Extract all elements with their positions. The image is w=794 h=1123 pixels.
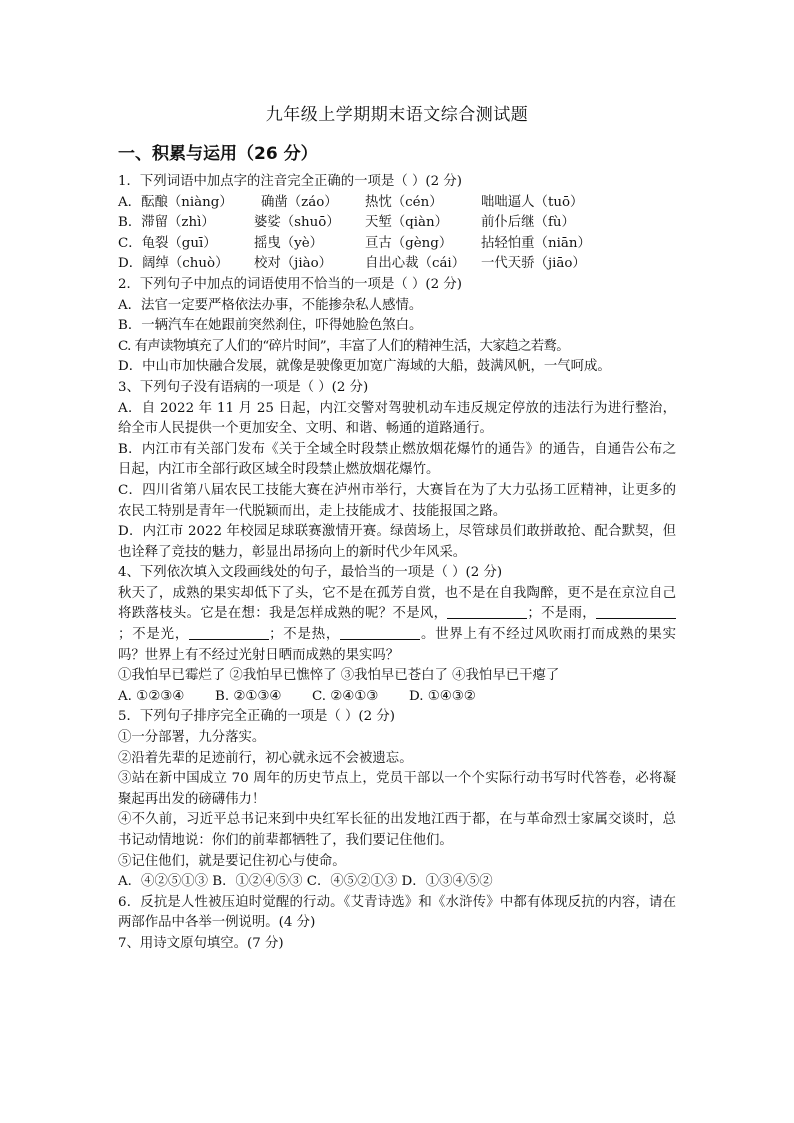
question-2-stem: 2．下列句子中加点的词语使用不恰当的一项是（ ）(2 分): [118, 276, 462, 292]
question-3-option-b: B．内江市有关部门发布《关于全域全时段禁止燃放烟花爆竹的通告》的通告，自通告公布之日起，内江市全部行政区域全时段禁止燃放烟花爆竹。: [118, 441, 676, 478]
question-5-sentence-5: ⑤记住他们，就是要记住初心与使命。: [118, 853, 346, 869]
passage-text: ；不是光，: [118, 627, 190, 643]
option-term: 自出心裁（cái）: [365, 256, 466, 272]
question-1-stem: 1．下列词语中加点字的注音完全正确的一项是（ ）(2 分): [118, 174, 462, 189]
question-4-options: [118, 687, 676, 708]
option-term: 热忱（cén）: [365, 194, 443, 210]
question-4-stem: 4、下列依次填入文段画线处的句子，最恰当的一项是（ ）(2 分): [118, 565, 503, 581]
fill-blank[interactable]: [189, 625, 269, 640]
passage-text: 。世界上有不经过风吹雨打而成熟的果实吗？世界上有不经过光射日晒而成熟的果实吗？: [118, 627, 677, 663]
fill-blank[interactable]: [596, 604, 676, 619]
question-5-sentence-4: ④不久前，习近平总书记来到中央红军长征的出发地江西于都，在与革命烈士家属交谈时，总书记动情地说：你们的前辈都牺牲了，我们要记住他们。: [118, 812, 676, 848]
option-choice: C. ②④①③: [312, 688, 379, 704]
question-3-stem: 3、下列句子没有语病的一项是（ ）(2 分): [118, 379, 369, 395]
option-term: 确凿（záo）: [261, 194, 338, 210]
question-2-option-d: D．中山市加快融合发展，就像是驶像更加宽广海域的大船，鼓满风帆，一气呵成。: [118, 359, 611, 375]
option-term: 前仆后继（fù）: [481, 215, 575, 231]
question-5-options: A．④②⑤①③ B．①②④⑤③ C．④⑤②①③ D．①③④⑤②: [118, 874, 493, 890]
passage-text: ；不是雨，: [527, 606, 597, 622]
question-2-option-c: C. 有声读物填充了人们的“碎片时间”，丰富了人们的精神生活，大家趋之若鹜。: [118, 338, 570, 354]
question-5-stem: 5．下列句子排序完全正确的一项是（ ）(2 分): [118, 709, 396, 725]
question-7-stem: 7、用诗文原句填空。(7 分): [118, 935, 284, 951]
option-term: A．酝酿（niàng）: [118, 194, 233, 210]
question-2-option-a: A．法官一定要严格依法办事，不能掺杂私人感情。: [118, 297, 423, 313]
option-choice: A. ①②③④: [118, 688, 185, 704]
question-1-option-b: [118, 213, 676, 234]
option-term: 亘古（gèng）: [365, 235, 453, 251]
question-4-passage: [118, 584, 676, 666]
option-term: 拈轻怕重（niān）: [481, 235, 591, 251]
fill-blank[interactable]: [340, 625, 420, 640]
question-3-option-d: D．内江市 2022 年校园足球联赛激情开赛。绿茵场上，尽管球员们敢拼敢抢、配合默契，但也诠释了竞技的魅力，彰显出昂扬向上的新时代少年风采。: [118, 524, 676, 560]
passage-text: 秋天了，成熟的果实却低下了头，它不是在孤芳自赏，也不是在自我陶醉，更不是在京泣自己将跌落枝头。它是在想：我是怎样成熟的呢？不是风，: [118, 585, 676, 622]
exam-page: [118, 100, 676, 955]
page-title: 九年级上学期期末语文综合测试题: [265, 105, 529, 125]
section-heading: 一、积累与运用（26 分）: [118, 144, 318, 164]
option-choice: D. ①④③②: [409, 688, 476, 704]
question-1-option-c: [118, 234, 676, 255]
option-term: C．龟裂（guī）: [118, 235, 217, 251]
question-5-sentence-2: ②沿着先辈的足迹前行，初心就永远不会被遗忘。: [118, 750, 413, 766]
question-6-stem: 6．反抗是人性被压迫时觉醒的行动。《艾青诗选》和《水浒传》中都有体现反抗的内容，请在两部作品中各举一例说明。(4 分): [118, 894, 676, 931]
question-1-option-d: [118, 254, 676, 275]
question-2-option-b: B．一辆汽车在她跟前突然刹住，吓得她脸色煞白。: [118, 318, 423, 334]
option-choice: B. ②①③④: [215, 688, 282, 704]
question-5-sentence-1: ①一分部署，九分落实。: [118, 730, 266, 746]
option-term: 摇曳（yè）: [254, 235, 324, 251]
question-1-option-a: [118, 193, 676, 214]
option-term: B．滞留（zhì）: [118, 215, 215, 231]
option-term: 婆娑（shuō）: [254, 215, 340, 231]
option-term: 校对（jiào）: [254, 256, 333, 272]
option-term: 天堑（qiàn）: [365, 215, 449, 231]
question-3-option-c: C．四川省第八届农民工技能大赛在泸州市举行，大赛旨在为了大力弘扬工匠精神，让更多的农民工特别是青年一代脱颖而出，走上技能成才、技能报国之路。: [118, 482, 676, 519]
question-4-sentences: ①我怕早已霉烂了 ②我怕早已憔悴了 ③我怕早已苍白了 ④我怕早已干瘪了: [118, 668, 560, 684]
option-term: 咄咄逼人（tuō）: [481, 194, 584, 210]
option-term: D．阔绰（chuò）: [118, 256, 229, 272]
question-5-sentence-3: ③站在新中国成立 70 周年的历史节点上，党员干部以一个个实际行动书写时代答卷，必将凝聚起再出发的磅礴伟力！: [118, 771, 676, 807]
option-term: 一代天骄（jiāo）: [481, 256, 586, 272]
fill-blank[interactable]: [447, 604, 527, 619]
passage-text: ；不是热，: [269, 627, 341, 643]
question-3-option-a: A．自 2022 年 11 月 25 日起，内江交警对驾驶机动车违反规定停放的违法行为进行整治，给全市人民提供一个更加安全、文明、和谐、畅通的道路通行。: [118, 400, 676, 437]
